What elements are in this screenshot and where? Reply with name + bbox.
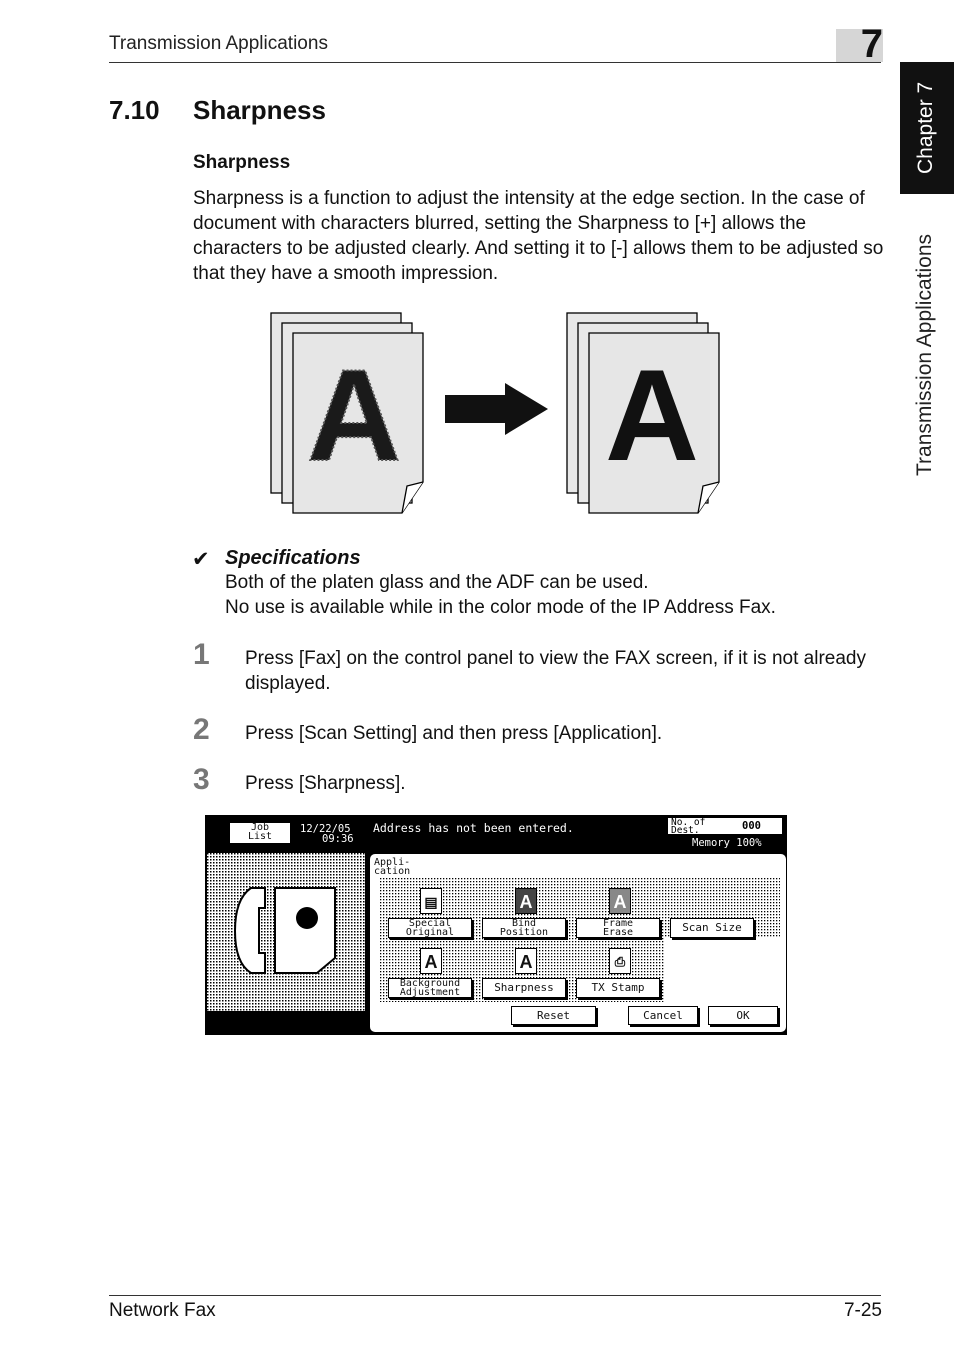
frame-erase-label: Erase [602,927,634,938]
sharpness-icon: A [515,948,537,974]
step-number: 2 [193,713,210,746]
background-adjustment-button[interactable] [388,978,472,998]
footer-title: Network Fax [109,1300,216,1321]
blurred-document-stack [271,313,423,513]
memory-status: Memory 100% [692,837,762,849]
bind-position-label: Position [499,927,549,938]
specification-line: Both of the platen glass and the ADF can be used. [225,572,649,593]
footer-rule [109,1295,881,1296]
cancel-button[interactable]: Cancel [628,1006,698,1025]
special-original-label: Original [405,927,455,938]
sharp-letter: A [605,342,699,488]
step-text: Press [Sharpness]. [245,773,406,794]
side-tab-chapter: Chapter 7 [914,81,937,174]
sharp-document-stack [567,313,719,513]
page-number: 7-25 [843,1300,882,1321]
chapter-number: 7 [860,22,883,66]
special-original-icon: ▤ [420,888,442,914]
bind-position-label: Bind [511,918,537,929]
scan-size-button[interactable]: Scan Size [670,918,754,938]
special-original-label: Special [408,918,452,929]
sharpness-button[interactable]: Sharpness [482,978,566,998]
status-message: Address has not been entered. [373,821,574,835]
sharpness-illustration [265,305,725,520]
arrow-right-icon [445,383,548,435]
dest-count-label [671,819,705,835]
special-original-button[interactable] [388,918,472,938]
bind-position-icon: A [515,888,537,914]
running-header: Transmission Applications [109,33,328,54]
frame-erase-icon: A [609,888,631,914]
subheading: Sharpness [193,152,291,173]
step-text: Press [Scan Setting] and then press [Application]. [245,723,663,744]
application-panel-label-line: Appli- [374,857,411,868]
specification-line: No use is available while in the color mode of the IP Address Fax. [225,597,776,618]
step-number: 3 [193,763,210,796]
fax-application-screen [205,815,787,1035]
application-panel-label-line: cation [374,866,411,877]
header-rule [109,62,881,63]
check-icon: ✔ [192,548,210,571]
time-display: 09:36 [322,833,354,845]
dest-count-label-line: No. of [671,817,706,828]
background-adjustment-icon: A [420,948,442,974]
dest-count-label-line: Dest. [671,825,700,836]
tx-stamp-button[interactable]: TX Stamp [576,978,660,998]
bind-position-button[interactable] [482,918,566,938]
application-panel [369,853,787,1033]
job-list-label: Job [250,822,270,833]
date-display: 12/22/05 [300,823,351,835]
ok-button[interactable]: OK [708,1006,778,1025]
side-tab-section: Transmission Applications [913,234,936,476]
background-adjustment-label: Adjustment [399,987,461,998]
intro-paragraph: Sharpness is a function to adjust the intensity at the edge section. In the case of document with characters blurred, setting the Sharpness to [+] allows the characters to be adjusted clearly. And setting it to [-] allows them to be adjusted so that they have a smooth impression. [193,188,884,284]
reset-button[interactable]: Reset [511,1006,596,1025]
fax-mode-icon-panel [207,853,365,1011]
specifications-title: Specifications [225,547,361,569]
application-panel-label [374,858,410,876]
background-adjustment-label: Background [399,978,461,989]
job-list-button[interactable] [229,822,291,844]
dest-count-value: 000 [742,820,761,832]
step-number: 1 [193,638,210,671]
job-list-label: List [247,831,273,842]
fax-document-icon [275,888,335,973]
section-title: Sharpness [193,95,326,125]
left-panel-footer [207,1011,365,1033]
frame-erase-label: Frame [602,918,634,929]
frame-erase-button[interactable] [576,918,660,938]
tx-stamp-icon: ⎙ [609,948,631,974]
blurred-letter: A [307,342,401,488]
step-text: Press [Fax] on the control panel to view the FAX screen, if it is not already displayed. [245,648,866,694]
section-number: 7.10 [109,95,160,125]
